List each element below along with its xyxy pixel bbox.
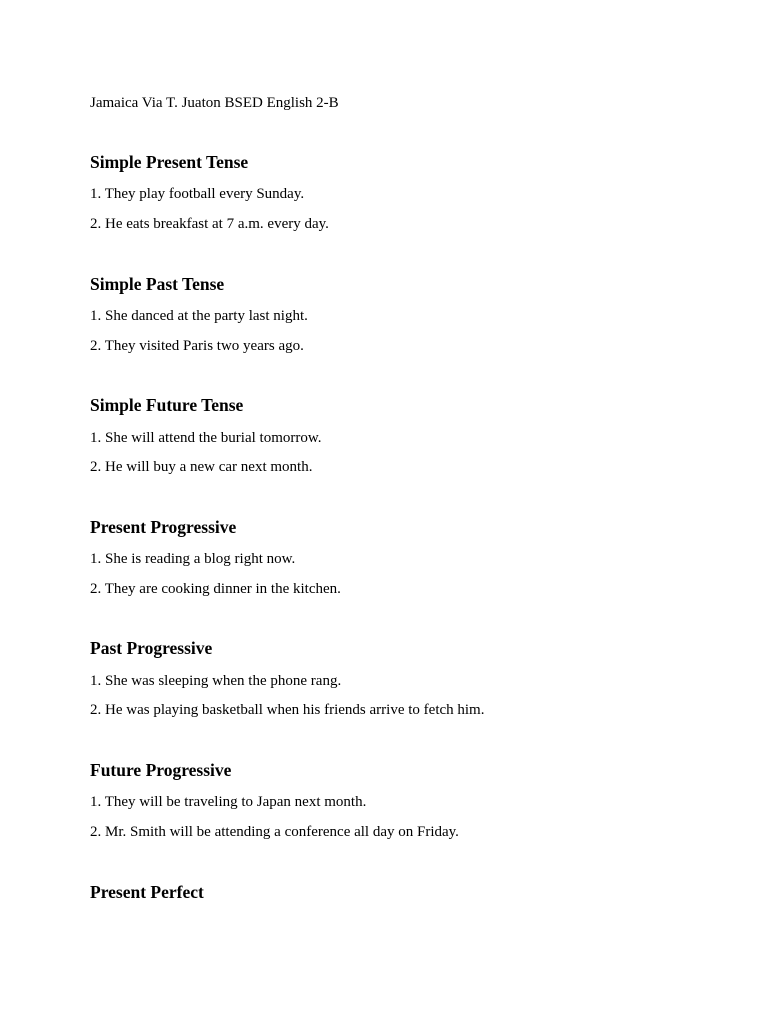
section-title-future-progressive: Future Progressive xyxy=(90,760,232,780)
sentence: 1. They will be traveling to Japan next month. xyxy=(90,794,367,810)
section-title-simple-past: Simple Past Tense xyxy=(90,274,225,294)
sentence: 1. She will attend the burial tomorrow. xyxy=(90,430,322,446)
sentence: 2. He eats breakfast at 7 a.m. every day. xyxy=(90,216,329,232)
sentence: 2. They are cooking dinner in the kitchen. xyxy=(90,581,341,597)
sentence: 2. Mr. Smith will be attending a conference all day on Friday. xyxy=(90,824,459,840)
sentence: 2. He will buy a new car next month. xyxy=(90,459,313,475)
sentence: 2. They visited Paris two years ago. xyxy=(90,338,304,354)
sentence: 1. She is reading a blog right now. xyxy=(90,551,296,567)
section-title-present-progressive: Present Progressive xyxy=(90,517,237,537)
section-title-simple-future: Simple Future Tense xyxy=(90,395,244,415)
section-title-past-progressive: Past Progressive xyxy=(90,638,213,658)
author-line: Jamaica Via T. Juaton BSED English 2-B xyxy=(90,95,339,111)
section-title-present-perfect: Present Perfect xyxy=(90,882,204,902)
sentence: 1. She was sleeping when the phone rang. xyxy=(90,673,342,689)
sentence: 2. He was playing basketball when his friends arrive to fetch him. xyxy=(90,702,485,718)
section-title-simple-present: Simple Present Tense xyxy=(90,152,249,172)
sentence: 1. She danced at the party last night. xyxy=(90,308,308,324)
sentence: 1. They play football every Sunday. xyxy=(90,186,305,202)
